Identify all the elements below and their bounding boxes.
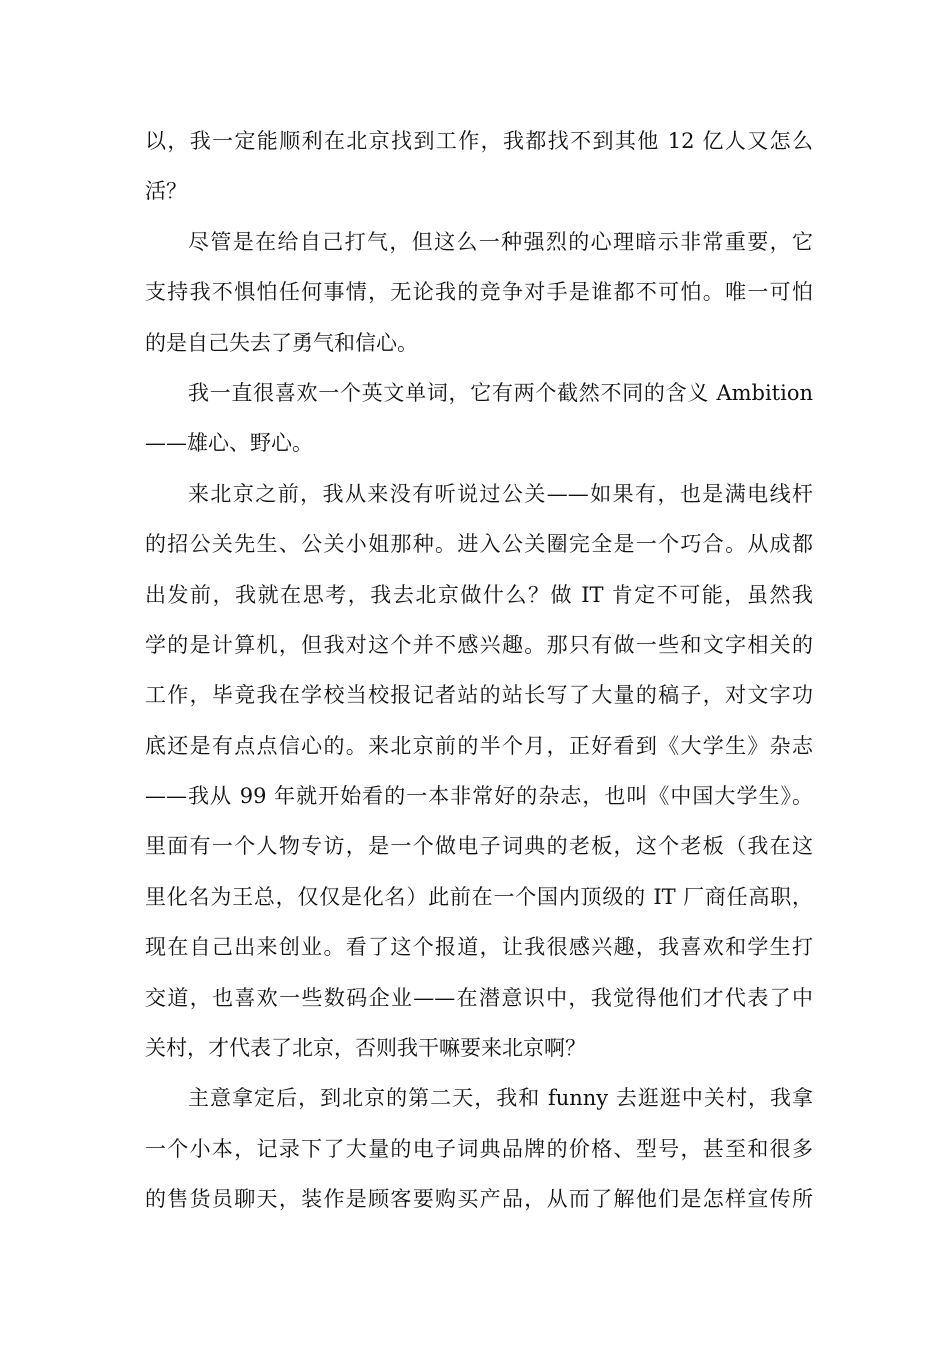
body-text [145,116,813,1225]
text-line: 里化名为王总，仅仅是化名）此前在一个国内顶级的 IT 厂商任高职， [145,884,813,909]
text-line: 底还是有点点信心的。来北京前的半个月，正好看到《大学生》杂志 [145,733,813,758]
text-line: 活？ [145,179,187,204]
text-line: 的售货员聊天，装作是顾客要购买产品，从而了解他们是怎样宣传所 [145,1187,813,1212]
text-line: 我一直很喜欢一个英文单词，它有两个截然不同的含义 Ambition [188,380,813,405]
text-line: 的是自己失去了勇气和信心。 [145,330,418,355]
text-line: 出发前，我就在思考，我去北京做什么？做 IT 肯定不可能，虽然我 [145,582,813,607]
text-line: 来北京之前，我从来没有听说过公关——如果有，也是满电线杆 [188,481,813,506]
text-line: 学的是计算机，但我对这个并不感兴趣。那只有做一些和文字相关的 [145,632,813,657]
text-line: 以，我一定能顺利在北京找到工作，我都找不到其他 12 亿人又怎么 [145,129,813,153]
text-line: 尽管是在给自己打气，但这么一种强烈的心理暗示非常重要，它 [188,229,813,254]
text-line: 关村，才代表了北京，否则我干嘛要来北京啊？ [145,1036,586,1061]
text-line: 的招公关先生、公关小姐那种。进入公关圈完全是一个巧合。从成都 [145,532,813,557]
text-line: 支持我不惧怕任何事情，无论我的竞争对手是谁都不可怕。唯一可怕 [145,280,813,305]
text-line: 里面有一个人物专访，是一个做电子词典的老板，这个老板（我在这 [145,834,813,859]
text-line: 一个小本，记录下了大量的电子词典品牌的价格、型号，甚至和很多 [145,1136,813,1161]
text-line: ——雄心、野心。 [145,431,313,456]
text-line: 工作，毕竟我在学校当校报记者站的站长写了大量的稿子，对文字功 [145,683,813,708]
text-line: 主意拿定后，到北京的第二天，我和 funny 去逛逛中关村，我拿 [188,1086,813,1111]
text-line: 现在自己出来创业。看了这个报道，让我很感兴趣，我喜欢和学生打 [145,935,813,960]
text-line: 交道，也喜欢一些数码企业——在潜意识中，我觉得他们才代表了中 [145,985,813,1010]
text-line: ——我从 99 年就开始看的一本非常好的杂志，也叫《中国大学生》。 [145,784,813,809]
